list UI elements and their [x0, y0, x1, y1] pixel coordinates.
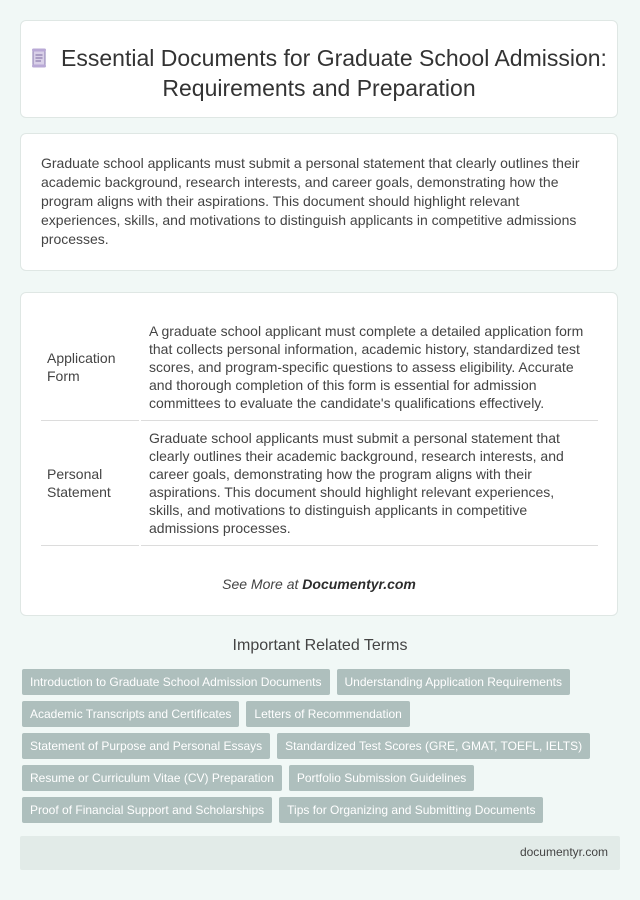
table-row: [41, 314, 598, 421]
description-cell: A graduate school applicant must complete a detailed application form that collects personal information, academic history, standardized test scores, and program-specific questions to assess eligibility. Accurate and thorough completion of this form is essential for admission committees to evaluate the candidate's qualifications effectively.: [140, 314, 598, 421]
tag-link[interactable]: Portfolio Submission Guidelines: [289, 765, 474, 791]
tag-link[interactable]: Standardized Test Scores (GRE, GMAT, TOEFL, IELTS): [277, 733, 590, 759]
definitions-card: [20, 292, 618, 616]
footer-site-link[interactable]: documentyr.com: [519, 845, 608, 859]
description-cell: Graduate school applicants must submit a personal statement that clearly outlines their academic background, research interests, and career goals, demonstrating how the program aligns with their aspirations. This document should highlight relevant experiences, skills, and motivations to distinguish applicants in competitive admissions processes.: [140, 421, 598, 546]
tag-link[interactable]: Resume or Curriculum Vitae (CV) Preparation: [22, 765, 282, 791]
tag-link[interactable]: Letters of Recommendation: [246, 701, 409, 727]
see-more-link[interactable]: [21, 576, 617, 592]
tag-link[interactable]: Tips for Organizing and Submitting Documents: [279, 797, 543, 823]
tag-link[interactable]: Introduction to Graduate School Admission Documents: [22, 669, 330, 695]
tag-link[interactable]: Proof of Financial Support and Scholarships: [22, 797, 272, 823]
page-title-text: Essential Documents for Graduate School Admission: Requirements and Preparation: [61, 45, 607, 101]
definitions-table: [41, 314, 598, 546]
see-more-site[interactable]: Documentyr.com: [302, 576, 416, 592]
table-row: [41, 421, 598, 546]
title-card: [20, 20, 618, 118]
tag-link[interactable]: Statement of Purpose and Personal Essays: [22, 733, 270, 759]
footer-bar: [20, 836, 620, 870]
term-cell: Application Form: [41, 314, 140, 421]
intro-card: [20, 133, 618, 271]
page-title: [21, 43, 617, 103]
scroll-document-icon: [31, 48, 47, 68]
tag-link[interactable]: Understanding Application Requirements: [337, 669, 570, 695]
tag-link[interactable]: Academic Transcripts and Certificates: [22, 701, 239, 727]
term-cell: Personal Statement: [41, 421, 140, 546]
related-terms-tags: [22, 669, 622, 829]
see-more-prefix: See More at: [222, 576, 303, 592]
intro-paragraph: Graduate school applicants must submit a personal statement that clearly outlines their academic background, research interests, and career goals, demonstrating how the program aligns with their aspirations. This document should highlight relevant experiences, skills, and motivations to distinguish applicants in competitive admissions processes.: [41, 155, 580, 247]
related-terms-heading: Important Related Terms: [232, 637, 408, 654]
